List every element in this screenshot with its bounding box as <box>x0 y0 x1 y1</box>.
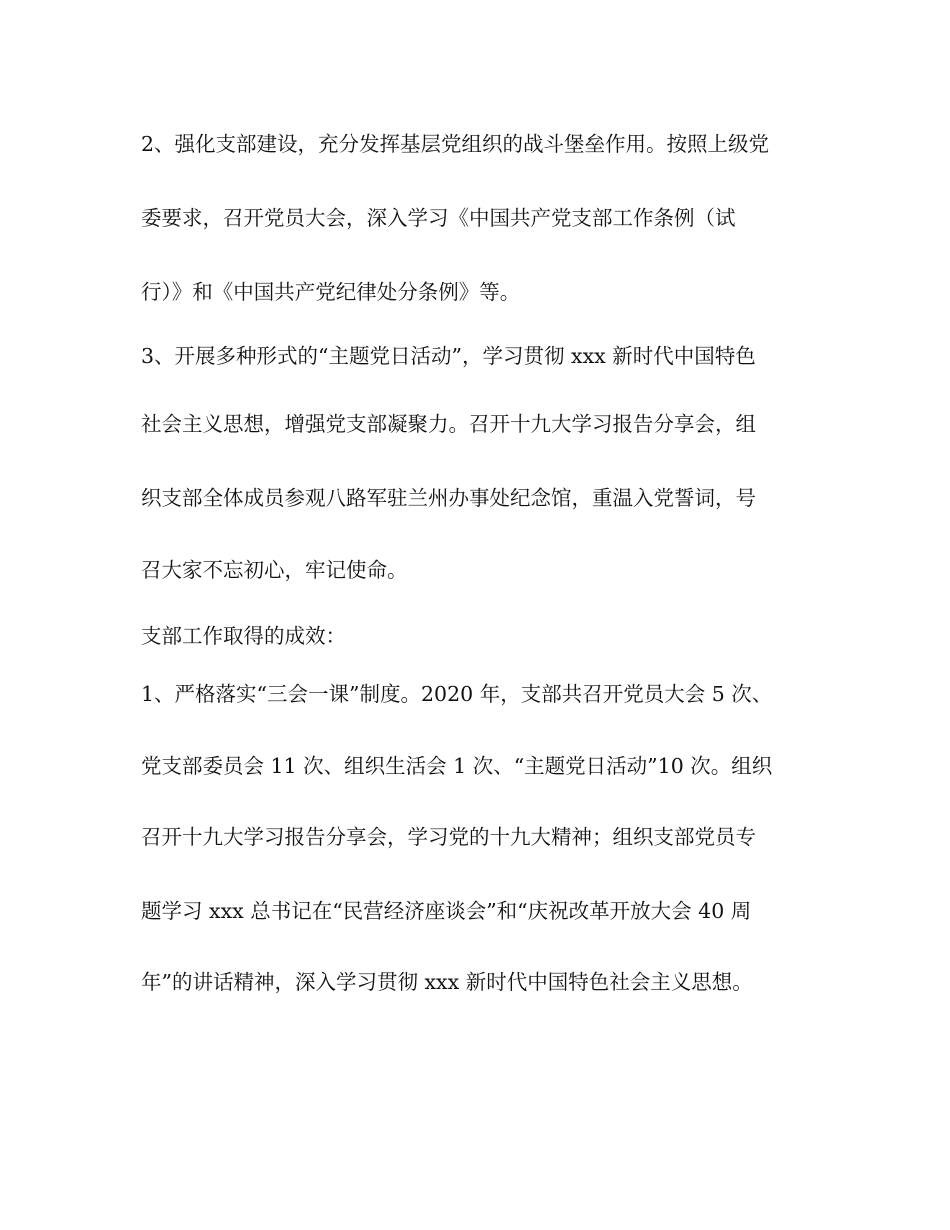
text-line: 3、开展多种形式的“主题党日活动”，学习贯彻 xxx 新时代中国特色 <box>141 344 756 368</box>
text-line: 1、严格落实“三会一课”制度。2020 年，支部共召开党员大会 5 次、 <box>141 682 773 706</box>
text-line: 委要求，召开党员大会，深入学习《中国共产党支部工作条例（试 <box>141 206 736 230</box>
text-line: 召大家不忘初心，牢记使命。 <box>141 558 408 582</box>
section-heading: 支部工作取得的成效： <box>141 624 346 648</box>
text-line: 党支部委员会 11 次、组织生活会 1 次、“主题党日活动”10 次。组织 <box>141 754 773 778</box>
text-line: 织支部全体成员参观八路军驻兰州办事处纪念馆，重温入党誓词，号 <box>141 486 756 510</box>
text-line: 年”的讲话精神，深入学习贯彻 xxx 新时代中国特色社会主义思想。 <box>141 970 753 994</box>
text-line: 召开十九大学习报告分享会，学习党的十九大精神；组织支部党员专 <box>141 825 756 849</box>
text-line: 2、强化支部建设，充分发挥基层党组织的战斗堡垒作用。按照上级党 <box>141 132 770 156</box>
text-line: 题学习 xxx 总书记在“民营经济座谈会”和“庆祝改革开放大会 40 周 <box>141 899 752 923</box>
text-line: 社会主义思想，增强党支部凝聚力。召开十九大学习报告分享会，组 <box>141 412 756 436</box>
text-line: 行）》和《中国共产党纪律处分条例》等。 <box>141 280 521 304</box>
